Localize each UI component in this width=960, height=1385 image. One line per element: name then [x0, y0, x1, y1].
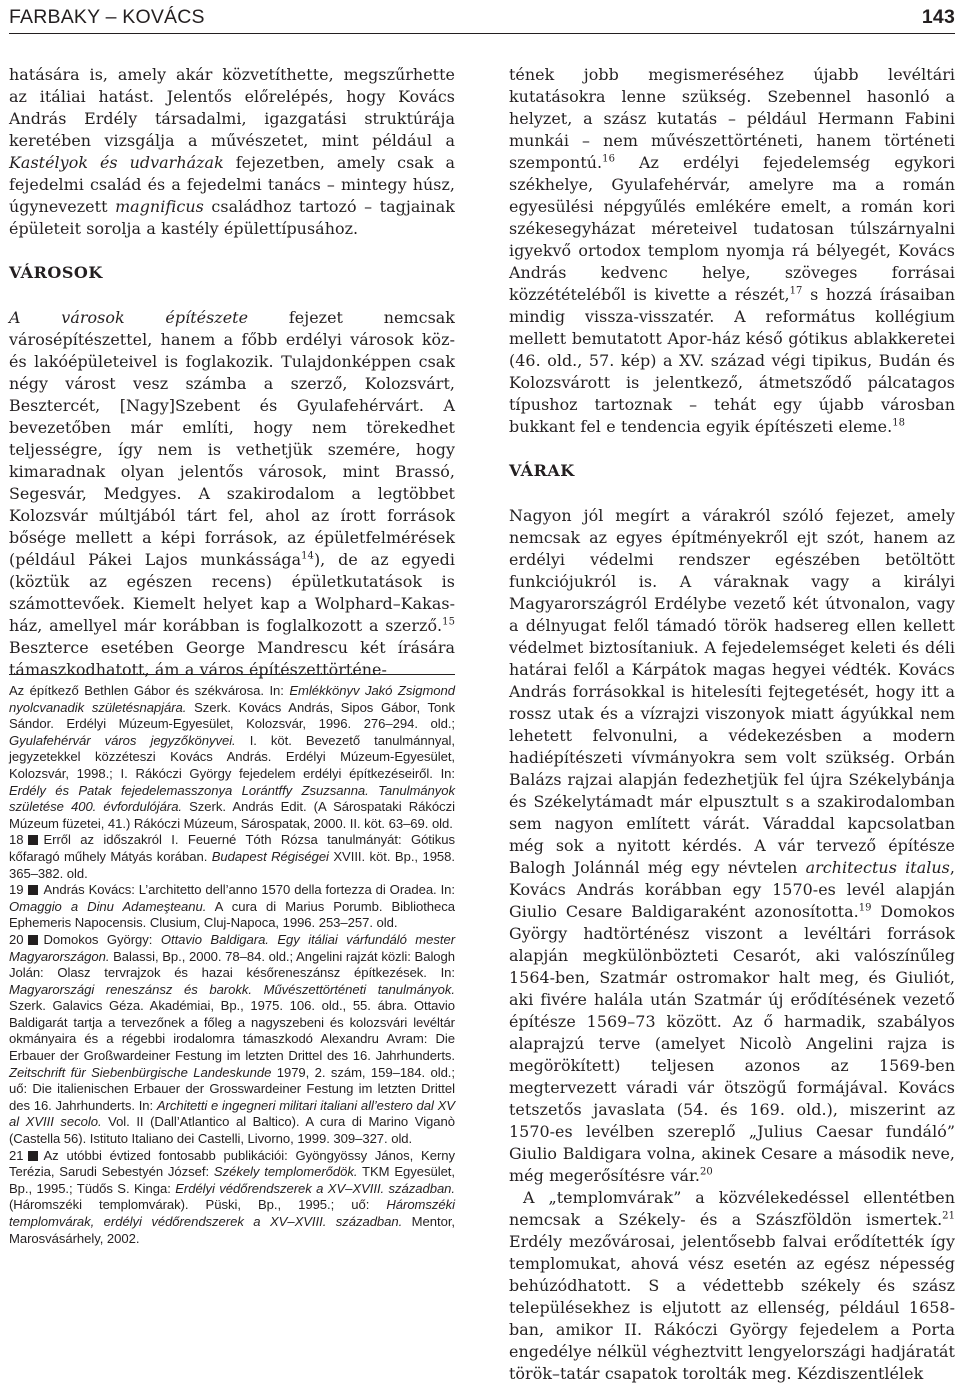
footnote-ref: 18 — [892, 417, 906, 429]
square-bullet-icon — [28, 885, 38, 895]
footnote: Az építkező Bethlen Gábor és székvárosa. In: Emlékkönyv Jakó Zsigmond nyolcvanadik születésnapjára. Szerk. Kovács András, Sipos Gábor, Tonk Sándor. Erdélyi Múzeum-Egyesület, Kolozsvár, 1996. 276–294. old.; Gyulafehérvár város jegyzőkönyvei. I. köt. Bevezető tanulmánnyal, jegyzetekkel közzéteszi Kovács András. Erdélyi Múzeum-Egyesület, Kolozsvár, 1998.; I. Rákóczi György fejedelem erdélyi építkezéseiről. In: Erdély és Patak fejedelemasszonya Lorántffy Zsuzsanna. Tanulmányok születése 400. évfordulójára. Szerk. András Edit. (A Sárospataki Rákóczi Múzeum füzetei, 41.) Rákóczi Múzeum, Sárospatak, 2000. II. köt. 63–69. old. — [9, 683, 456, 831]
left-column — [9, 64, 455, 681]
footnote: 19 András Kovács: L’architetto dell’anno 1570 della fortezza di Oradea. In: Omaggio a Dinu Adameşteanu. A cura di Marius Porumb. Bibliotheca Ephemeris Napocensis. Clusium, Cluj-Napoca, 1996. 253–257. old. — [9, 882, 456, 931]
page-number: 143 — [921, 6, 955, 28]
right-column — [509, 64, 955, 1385]
footnote-number: 18 — [9, 832, 24, 848]
footnote: 18 Erről az időszakról I. Feuerné Tóth Rózsa tanulmányát: Gótikus kőfaragó műhely Mátyás korában. Budapest Régiségei XVIII. köt. Bp., 1958. 365–382. old. — [9, 832, 455, 881]
footnote-number: 20 — [9, 931, 24, 947]
footnotes — [9, 683, 455, 1247]
footnote-ref: 15 — [442, 616, 455, 628]
footnote-ref: 16 — [602, 153, 615, 165]
footnote-number: 19 — [9, 882, 24, 898]
paragraph: A „templomvárak” a közvélekedéssel ellentétben nemcsak a Székely- és a Szászföldön ismertek.$^{21}$ Erdély mezővárosai, jelentősebb falvai erődítették így templomukat, ahová vész esetén az egész népesség behúzódhatott. S a védettebb székely és szász településekhez is eljutott az ellenség, például 1658-ban, amikor II. Rákóczi György fejedelem a Porta engedélye nélkül végheztvitt lengyelországi hadjáratát török–tatár csapatok torolták meg. Kézdiszentlélek — [509, 1188, 955, 1383]
footnote-ref: 14 — [301, 550, 314, 562]
section-heading: VÁROSOK — [9, 263, 103, 282]
square-bullet-icon — [28, 1151, 38, 1161]
running-title: FARBAKY – KOVÁCS — [9, 6, 205, 28]
footnote: 21 Az utóbbi évtized fontosabb publikációi: Gyöngyössy János, Kerny Terézia, Sarudi Sebestyén József: Székely templomerődök. TKM Egyesület, Bp., 1995.; Tüdős S. Kinga: Erdélyi védőrendszerek a XV–XVIII. században. (Háromszéki templomvárak). Püski, Bp., 1995.; uő: Háromszéki templomvárak, erdélyi védőrendszerek a XV–XVIII. században. Mentor, Marosvásárhely, 2002. — [9, 1147, 455, 1246]
footnote-rule — [9, 674, 455, 675]
paragraph: hatására is, amely akár közvetíthette, megszűrhette az itáliai hatást. Jelentős előrelépés, hogy Kovács András Erdély társadalmi, igazgatási struktúrája keretében vizsgálja a művészetet, mint például a Kastélyok és udvarházak fejezetben, amely csak a fejedelmi család és a fejedelmi tanács – mintegy húsz, úgynevezett magnificus családhoz tartozó – tagjainak épületeit sorolja a kastély épülettípusához. — [9, 65, 455, 238]
paragraph: A városok építészete fejezet nemcsak városépítészettel, hanem a főbb erdélyi városok köz- és lakóépületeivel is foglakozik. Tulajdonképpen csak négy várost vesz számba a szerző, Kolozsvárt, Besztercét, [Nagy]Szebent és Gyulafehérvárt. A bevezetőben már említi, hogy nem törekedhet teljességre, így nem is vethetjük szemére, hogy kimaradnak olyan jelentős városok, mint Brassó, Segesvár, Medgyes. A szakirodalom a legtöbbet Kolozsvár múltjából tárt fel, ahol az írott források bősége mellett a képi források, az épületfelmérések (például Pákei Lajos munkássága$^{14}$), de az egyedi (köztük az egészen recens) épületkutatások is számottevőek. Kiemelt helyet kap a Wolphard–Kakas-ház, amellyel már korábban is foglalkozott a szerző.$^{15}$ Beszterce esetében George Mandrescu két írására támaszkodhatott, ám a város építészettörténe- — [9, 308, 455, 679]
paragraph: tének jobb megismeréséhez újabb levéltári kutatásokra lenne szükség. Szebennel hasonló a helyzet, a szász kutatás – például Hermann Fabini munkái – nem művészettörténeti, hanem történeti szempontú.$^{16}$ Az erdélyi fejedelemség egykori székhelye, Gyulafehérvár, amelyre ma a román egyesülési népgyűlés emlékére emelt, a román kori székesegyházat méreteivel tudatosan túlszárnyalni igyekvő ortodox templom nyomja rá bélyegét, Kovács András kedvenc helye, szöveges forrásai közzétételéből is kivette a részét,$^{17}$ s hozzá írásaiban mindig vissza-visszatér. A református kollégium mellett bemutatott Apor-ház késő gótikus ablakkeretei (46. old., 57. kép) a XV. század végi tipikus, Budán és Kolozsvárott is jelentkező, átmetsződő pálcatagos típushoz tartoznak – tehát egy újabb városban bukkant fel e tendencia egyik építészeti eleme.$^{18}$ — [509, 65, 955, 436]
footnote-ref: 20 — [700, 1166, 713, 1178]
footnote: 20 Domokos György: Ottavio Baldigara. Egy itáliai várfundáló mester Magyarországon. Balassi, Bp., 2000. 78–84. old.; Angelini rajzát közli: Balogh Jolán: Olasz tervrajzok és hazai későreneszánsz építkezések. In: Magyarországi reneszánsz és barokk. Művészettörténeti tanulmányok. Szerk. Galavics Géza. Akadémiai, Bp., 1975. 106. old., 55. ábra. Ottavio Baldigarát tartja a tervezőnek a főleg a nagyszebeni és kolozsvári levéltár okmányaira és a régebbi irodalomra támaszkodó Alexandru Avram: Die Erbauer der Großwardeiner Festung im letzten Drittel des 16. Jahrhunderts. Zeitschrift für Siebenbürgische Landeskunde 1979, 2. szám, 159–184. old.; uő: Die italienischen Erbauer der Grosswardeiner Festung im letzten Drittel des 16. Jahrhunderts. In: Architetti e ingegneri militari italiani all’estero dal XV al XVIII secolo. Vol. II (Dall’Atlantico al Baltico). A cura di Marino Viganò (Castella 56). Istituto Italiano dei Castelli, Livorno, 1999. 309–327. old. — [9, 931, 456, 1147]
square-bullet-icon — [28, 835, 38, 845]
footnote-ref: 21 — [942, 1210, 955, 1222]
footnote-ref: 19 — [858, 902, 872, 914]
running-header — [9, 6, 955, 31]
header-rule — [9, 33, 955, 34]
square-bullet-icon — [28, 935, 38, 945]
paragraph: Nagyon jól megírt a várakról szóló fejezet, amely nemcsak az egyes építményekről ejt szót, hanem az erdélyi védelmi rendszer egészében betöltött funkciójukról is. A váraknak vagy a királyi Magyarországról Erdélybe vezető két útvonalon, vagy a délnyugat felől támadó török hadsereg ellen kellett védelmet biztosítaniuk. A fejedelemséget keleti és déli határai felől a Kárpátok magas hegyei védték. Kovács András forrásokkal is hitelesíti fejtegetését, hogy itt a rossz utak és a vízrajzi viszonyok miatt ágyúkkal nem lehetett felvonulni, a védekezésben a modern hadiépítészeti vívmányokra sem volt szükség. Orbán Balázs rajzai alapján fedezhetjük fel újra Székelybánja és Székelytámadt már elpusztult s a szakirodalomban sem nagyon említett várát. Váraddal kapcsolatban még sok a nyitott kérdés. A vár tervező építésze Balogh Jolánnál még egy névtelen architectus italus, Kovács András korábban egy 1570-es levél alapján Giulio Cesare Baldigaraként azonosította.$^{19}$ Domokos György hadtörténész viszont a levéltári források alapján megkülönbözteti Cesarót, aki valószínűleg 1564-ben, Szatmár ostromakor halt meg, és Giuliót, aki fivére halála után Szatmár új erődítésének vezető építésze 1569–73 között. Az ő harmadik, szabályos alaprajzú terve (amelyet Nicolò Angelini rajza is megörökített) teljesen azonos az 1569-ben megtervezett váradi vár ötszögű formájával. Kovács tetszetős javaslata (54. és 169. old.), miszerint az 1570-es levélben szereplő „Julius Caesar fundáló” Giulio Baldigara volna, akinek Cesare a második neve, még megerősítésre vár.$^{20}$ — [509, 506, 956, 1185]
footnote-number: 21 — [9, 1147, 24, 1163]
section-heading: VÁRAK — [509, 461, 575, 480]
footnote-ref: 17 — [789, 285, 803, 297]
